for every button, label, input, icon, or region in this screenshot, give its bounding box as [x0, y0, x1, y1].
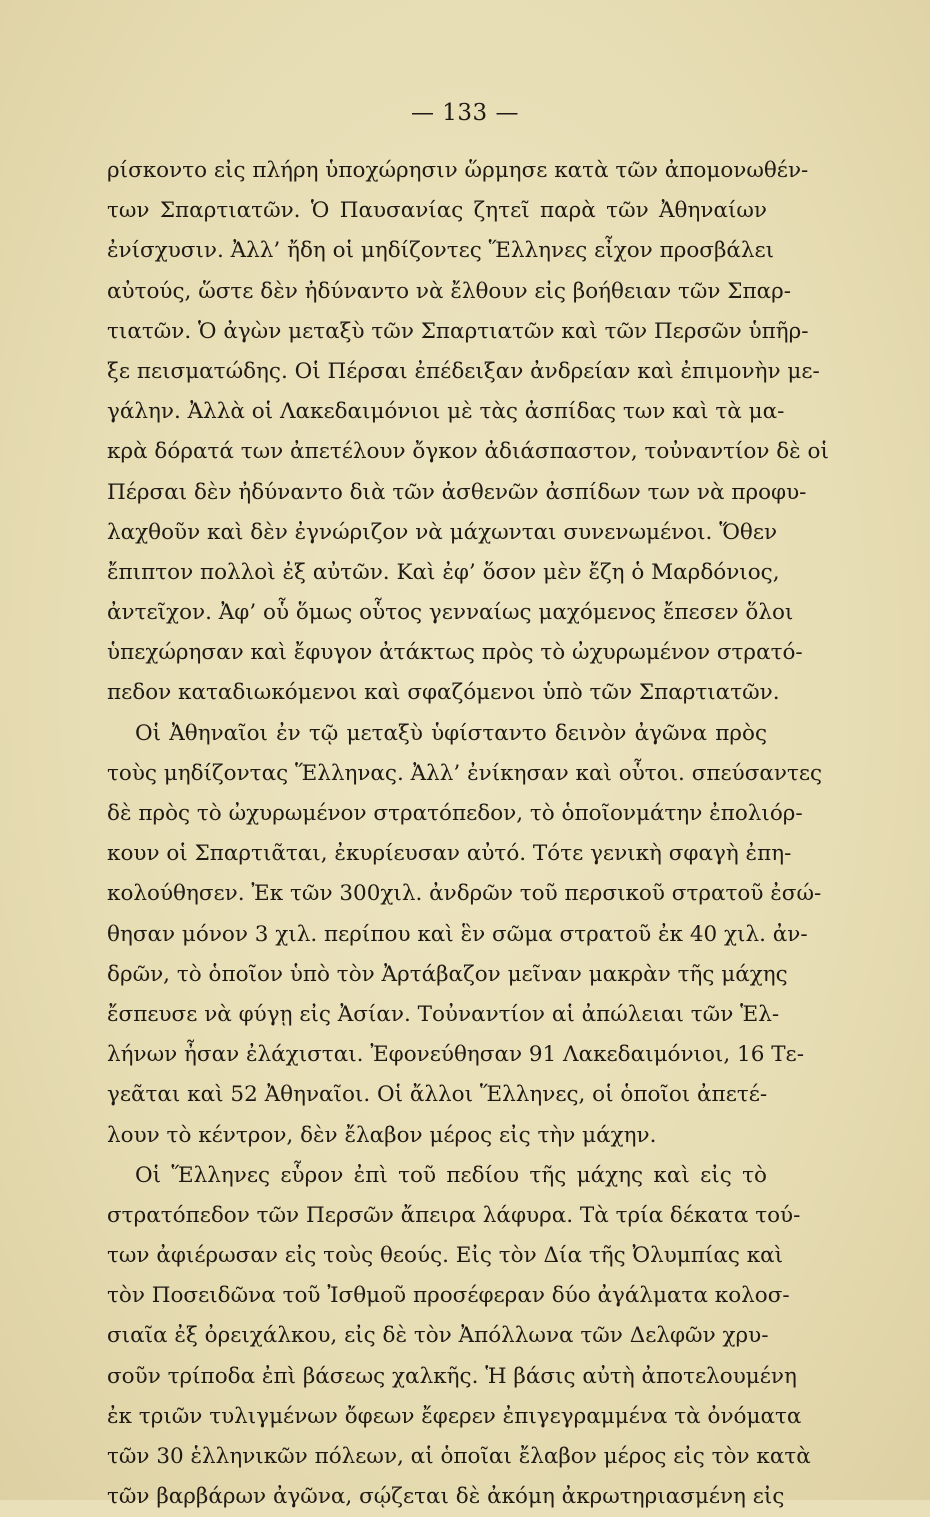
text-line: στρατόπεδον τῶν Περσῶν ἄπειρα λάφυρα. Τὰ τρία δέκατα τού- — [107, 1202, 801, 1228]
text-line: πεδον καταδιωκόμενοι καὶ σφαζόμενοι ὑπὸ τῶν Σπαρτιατῶν. — [107, 680, 780, 706]
page-number: — 133 — — [410, 100, 520, 126]
text-line: γάλην. Ἀλλὰ οἱ Λακεδαιμόνιοι μὲ τὰς ἀσπίδας των καὶ τὰ μα- — [107, 399, 785, 425]
text-line: κρὰ δόρατά των ἀπετέλουν ὄγκον ἀδιάσπαστον, τοὐναντίον δὲ οἱ — [107, 439, 829, 465]
text-line: κολούθησεν. Ἐκ τῶν 300χιλ. ἀνδρῶν τοῦ περσικοῦ στρατοῦ ἐσώ- — [107, 881, 822, 907]
text-line: Οἱ Ἀθηναῖοι ἐν τῷ μεταξὺ ὑφίσταντο δεινὸν ἀγῶνα πρὸς — [135, 720, 767, 746]
text-line: γεᾶται καὶ 52 Ἀθηναῖοι. Οἱ ἄλλοι Ἕλληνες, οἱ ὁποῖοι ἀπετέ- — [107, 1082, 768, 1108]
text-line: ἐκ τριῶν τυλιγμένων ὄφεων ἔφερεν ἐπιγεγραμμένα τὰ ὀνόματα — [107, 1403, 802, 1429]
text-line: τοὺς μηδίζοντας Ἕλληνας. Ἀλλ’ ἐνίκησαν καὶ οὗτοι. σπεύσαντες — [107, 760, 823, 786]
text-line: ἔσπευσε νὰ φύγῃ εἰς Ἀσίαν. Τοὐναντίον αἱ ἀπώλειαι τῶν Ἑλ- — [107, 1001, 780, 1027]
text-line: κουν οἱ Σπαρτιᾶται, ἐκυρίευσαν αὐτό. Τότε γενικὴ σφαγὴ ἐπη- — [107, 841, 792, 867]
body-text — [107, 151, 829, 1517]
text-line: λήνων ἦσαν ἐλάχισται. Ἐφονεύθησαν 91 Λακεδαιμόνιοι, 16 Τε- — [107, 1042, 804, 1068]
text-line: σοῦν τρίποδα ἐπὶ βάσεως χαλκῆς. Ἡ βάσις αὐτὴ ἀποτελουμένη — [107, 1363, 797, 1389]
text-line: λουν τὸ κέντρον, δὲν ἔλαβον μέρος εἰς τὴν μάχην. — [107, 1122, 657, 1148]
text-line: δὲ πρὸς τὸ ὠχυρωμένον στρατόπεδον, τὸ ὁποῖονμάτην ἐπολιόρ- — [107, 801, 803, 826]
text-line: τὸν Ποσειδῶνα τοῦ Ἰσθμοῦ προσέφεραν δύο ἀγάλματα κολοσ- — [107, 1283, 790, 1309]
text-line: ἐνίσχυσιν. Ἀλλ’ ἤδη οἱ μηδίζοντες Ἕλληνες εἶχον προσβάλει — [107, 238, 775, 264]
text-line: δρῶν, τὸ ὁποῖον ὑπὸ τὸν Ἀρτάβαζον μεῖναν μακρὰν τῆς μάχης — [107, 961, 788, 987]
text-line: σιαῖα ἐξ ὀρειχάλκου, εἰς δὲ τὸν Ἀπόλλωνα τῶν Δελφῶν χρυ- — [107, 1323, 769, 1349]
text-line: ρίσκοντο εἰς πλήρη ὑποχώρησιν ὥρμησε κατὰ τῶν ἀπομονωθέν- — [107, 158, 809, 183]
text-line: των ἀφιέρωσαν εἰς τοὺς θεούς. Εἰς τὸν Δία τῆς Ὀλυμπίας καὶ — [107, 1243, 784, 1269]
text-line: λαχθοῦν καὶ δὲν ἐγνώριζον νὰ μάχωνται συνενωμένοι. Ὅθεν — [107, 519, 778, 545]
text-line: Οἱ Ἕλληνες εὗρον ἐπὶ τοῦ πεδίου τῆς μάχης καὶ εἰς τὸ — [135, 1162, 767, 1188]
text-line: αὐτούς, ὥστε δὲν ἠδύναντο νὰ ἔλθουν εἰς βοήθειαν τῶν Σπαρ- — [107, 278, 792, 304]
text-line: θησαν μόνον 3 χιλ. περίπου καὶ ἓν σῶμα στρατοῦ ἐκ 40 χιλ. ἀν- — [107, 921, 808, 947]
text-line: τιατῶν. Ὁ ἀγὼν μεταξὺ τῶν Σπαρτιατῶν καὶ τῶν Περσῶν ὑπῆρ- — [107, 318, 809, 344]
text-line: ξε πεισματώδης. Οἱ Πέρσαι ἐπέδειξαν ἀνδρείαν καὶ ἐπιμονὴν με- — [107, 358, 820, 384]
text-line: ὑπεχώρησαν καὶ ἔφυγον ἀτάκτως πρὸς τὸ ὠχυρωμένον στρατό- — [107, 640, 803, 666]
text-line: ἀντεῖχον. Ἀφ’ οὗ ὅμως οὗτος γενναίως μαχόμενος ἔπεσεν ὅλοι — [107, 600, 794, 626]
text-line: των Σπαρτιατῶν. Ὁ Παυσανίας ζητεῖ παρὰ τῶν Ἀθηναίων — [107, 198, 767, 224]
text-line: τῶν 30 ἑλληνικῶν πόλεων, αἱ ὁποῖαι ἔλαβον μέρος εἰς τὸν κατὰ — [107, 1444, 811, 1469]
text-line: τῶν βαρβάρων ἀγῶνα, σῴζεται δὲ ἀκόμη ἀκρωτηριασμένη εἰς — [107, 1484, 785, 1510]
text-line: Πέρσαι δὲν ἠδύναντο διὰ τῶν ἀσθενῶν ἀσπίδων των νὰ προφυ- — [107, 479, 807, 505]
text-line: ἔπιπτον πολλοὶ ἐξ αὐτῶν. Καὶ ἐφ’ ὅσον μὲν ἔζη ὁ Μαρδόνιος, — [107, 559, 780, 585]
